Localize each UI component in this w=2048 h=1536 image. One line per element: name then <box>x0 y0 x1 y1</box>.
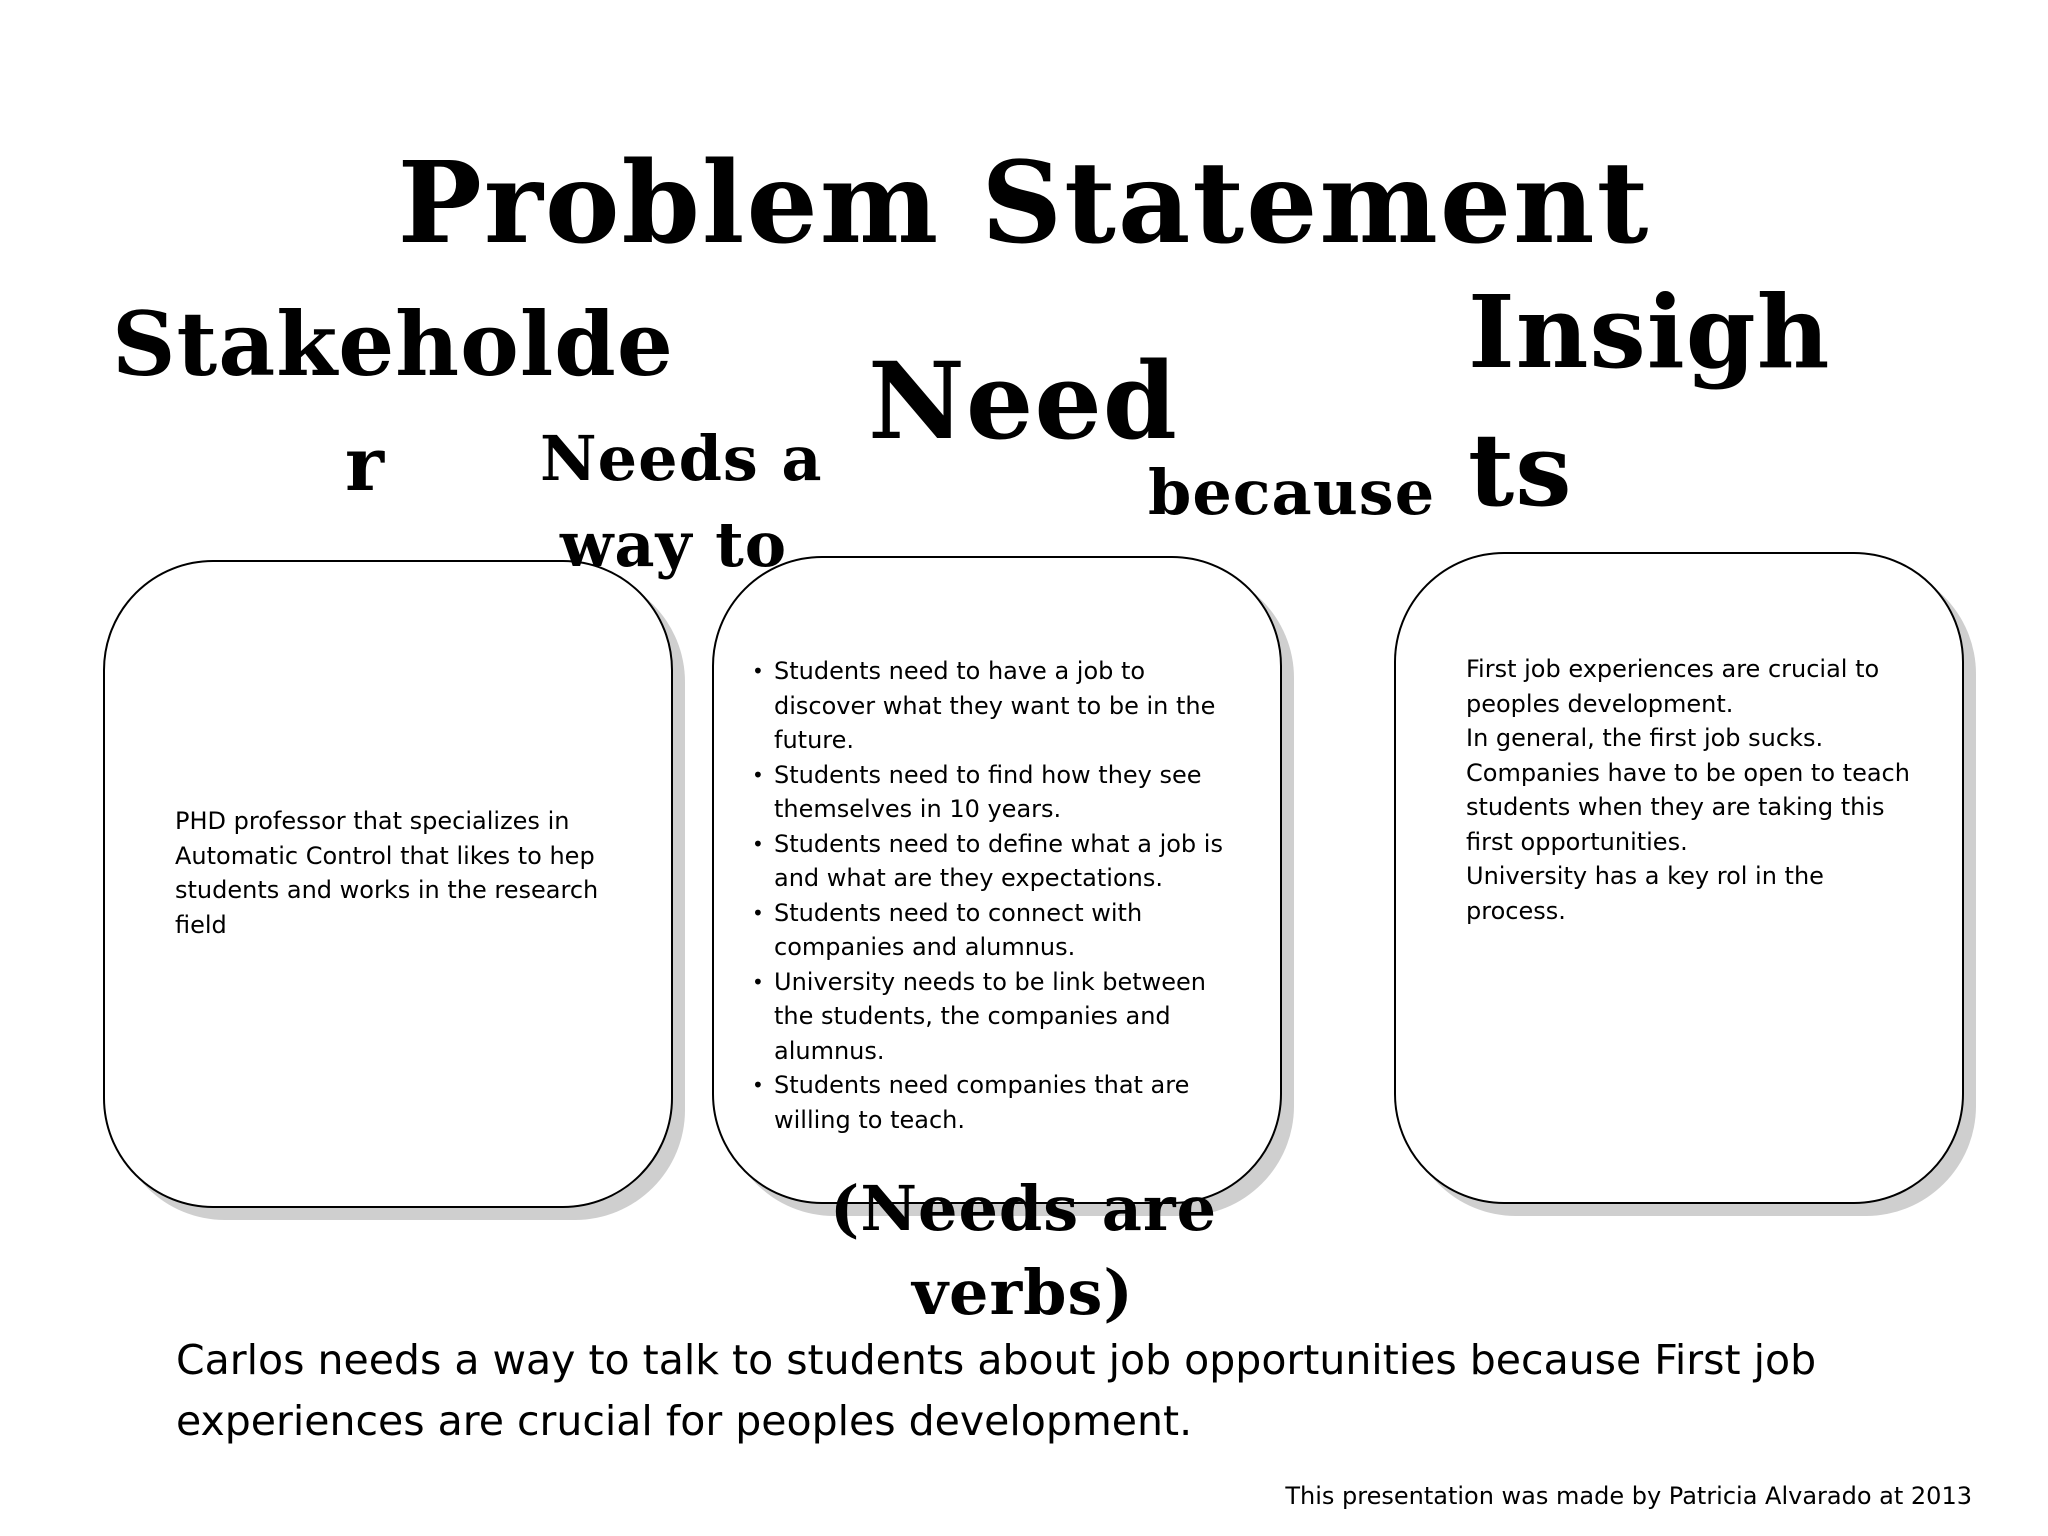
bullet-icon: • <box>752 659 764 683</box>
bullet-icon: • <box>752 900 764 925</box>
insight-line: First job experiences are crucial to peoples development. <box>1466 655 1880 718</box>
stakeholder-box <box>103 560 673 1208</box>
bullet-icon: • <box>752 969 764 994</box>
slide-title: Problem Statement <box>397 138 1651 269</box>
bullet-icon: • <box>752 1073 764 1097</box>
needs-a-way-to-connector-line1: Needs a <box>540 422 823 495</box>
needs-are-verbs-note-line1: (Needs are <box>830 1172 1218 1245</box>
need-list-item: • Students need to connect with companies and alumnus. <box>744 896 1240 965</box>
need-heading: Need <box>868 338 1178 463</box>
insights-text <box>1466 652 1912 928</box>
stakeholder-heading-line2: r <box>345 422 385 508</box>
problem-statement-sentence: Carlos needs a way to talk to students about job opportunities because First job experiences are crucial for peoples development. <box>176 1336 1817 1445</box>
insight-line: Companies have to be open to teach students when they are taking this first opportunities. <box>1466 758 1910 856</box>
bullet-icon: • <box>752 762 764 787</box>
insight-line: In general, the first job sucks. <box>1466 724 1824 752</box>
insights-heading-line1: Insigh <box>1468 273 1831 391</box>
need-list-item: • University needs to be link between the students, the companies and alumnus. <box>744 965 1240 1069</box>
need-list-item: • Students need to define what a job is and what are they expectations. <box>744 827 1240 896</box>
need-list <box>744 654 1240 1137</box>
because-connector: because <box>1148 456 1436 529</box>
stakeholder-description: PHD professor that specializes in Automatic Control that likes to hep students and works in the research field <box>175 807 599 939</box>
credit-footer: This presentation was made by Patricia Alvarado at 2013 <box>1285 1482 1972 1510</box>
insights-box <box>1394 552 1964 1204</box>
needs-are-verbs-note-line2: verbs) <box>912 1256 1134 1329</box>
needs-a-way-to-connector-line2: way to <box>560 508 788 581</box>
bullet-icon: • <box>752 831 764 856</box>
need-list-item: • Students need companies that are willing to teach. <box>744 1068 1240 1137</box>
need-list-item: • Students need to find how they see themselves in 10 years. <box>744 758 1240 827</box>
need-box <box>712 556 1282 1204</box>
need-list-item: • Students need to have a job to discover what they want to be in the future. <box>744 654 1240 758</box>
stakeholder-heading-line1: Stakeholde <box>112 292 674 396</box>
insights-heading-line2: ts <box>1468 411 1573 529</box>
insight-line: University has a key rol in the process. <box>1466 862 1824 925</box>
